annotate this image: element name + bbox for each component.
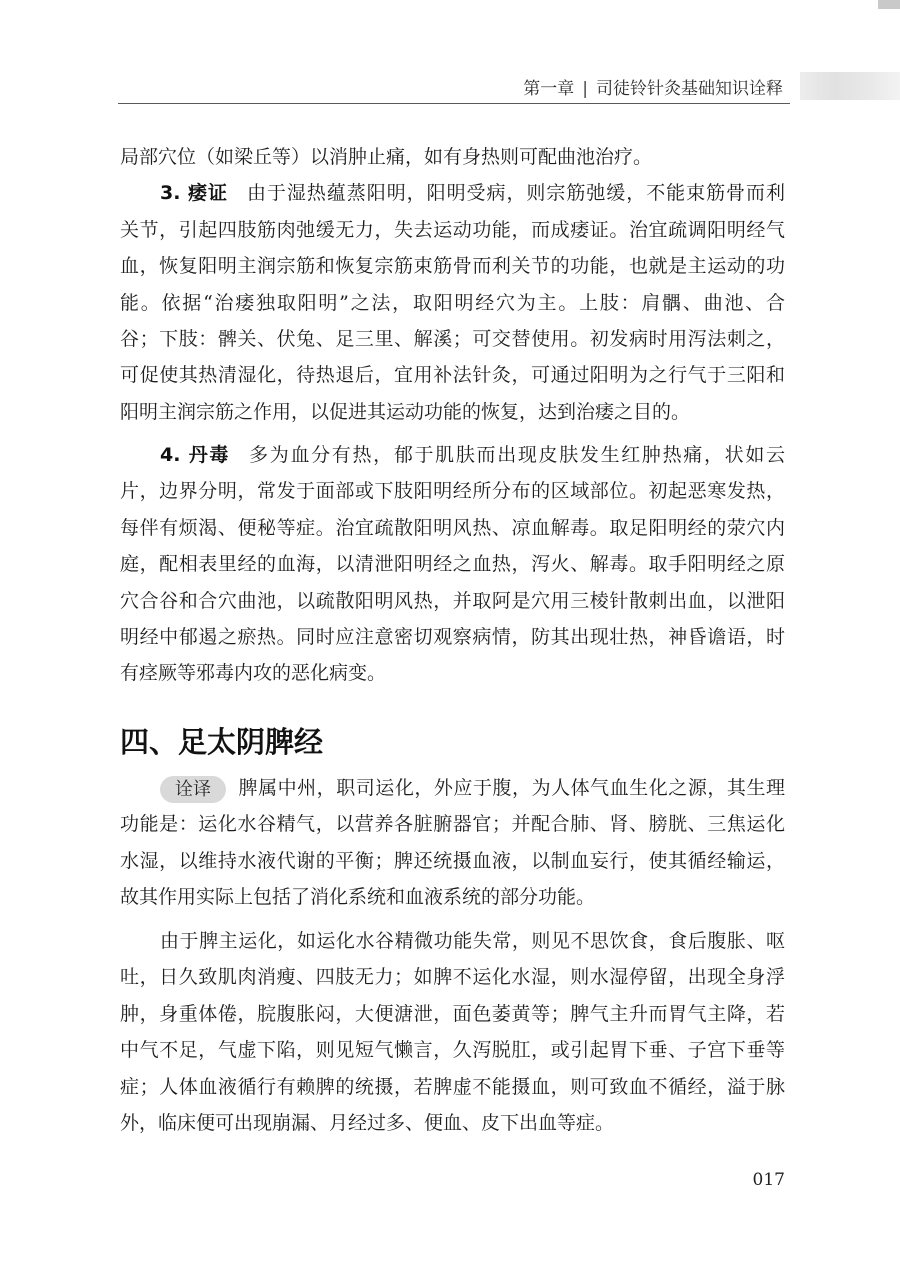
item-label: 3. 痿证 [160, 182, 228, 205]
text-line: 穴合谷和合穴曲池，以疏散阳明风热，并取阿是穴用三棱针散刺出血，以泄阳 [120, 589, 785, 612]
text-line: 有痉厥等邪毒内攻的恶化病变。 [120, 662, 387, 685]
text-line [120, 770, 785, 806]
text-line [120, 437, 785, 473]
paragraph [120, 923, 785, 1141]
page-number: 017 [752, 1170, 785, 1190]
text-line: 关节，引起四肢筋肉弛缓无力，失去运动功能，而成痿证。治宜疏调阳明经气 [120, 218, 785, 241]
item-label: 4. 丹毒 [160, 444, 231, 466]
text-line: 可促使其热清湿化，待热退后，宜用补法针灸，可通过阳明为之行气于三阳和 [120, 364, 785, 387]
line-text: 多为血分有热，郁于肌肤而出现皮肤发生红肿热痛，状如云 [249, 444, 785, 466]
text-line: 局部穴位（如梁丘等）以消肿止痛，如有身热则可配曲池治疗。 [120, 146, 653, 168]
section-heading: 四、足太阴脾经 [120, 725, 324, 759]
interpretation-badge: 诠译 [160, 776, 226, 803]
text-line: 功能是：运化水谷精气，以营养各脏腑器官；并配合肺、肾、膀胱、三焦运化 [120, 813, 785, 836]
line-text: 由于湿热蕴蒸阳明，阳明受病，则宗筋弛缓，不能束筋骨而利 [246, 182, 785, 205]
text-line: 吐，日久致肌肉消瘦、四肢无力；如脾不运化水湿，则水湿停留，出现全身浮 [120, 966, 785, 989]
text-line: 中气不足，气虚下陷，则见短气懒言，久泻脱肛，或引起胃下垂、子宫下垂等 [120, 1039, 785, 1062]
paragraph-dan-du [120, 437, 785, 692]
page-corner-mark [878, 0, 900, 9]
running-header [523, 77, 783, 101]
text-line: 每伴有烦渴、便秘等症。治宜疏散阳明风热、凉血解毒。取足阳明经的荥穴内 [120, 516, 785, 539]
line-text: 脾属中州，职司运化，外应于腹，为人体气血生化之源，其生理 [238, 777, 785, 799]
paragraph [120, 139, 785, 175]
text-line: 故其作用实际上包括了消化系统和血液系统的部分功能。 [120, 886, 596, 909]
header-title: 司徒铃针灸基础知识诠释 [596, 79, 783, 99]
text-line: 阳明主润宗筋之作用，以促进其运动功能的恢复，达到治痿之目的。 [120, 400, 691, 423]
text-line: 肿，身重体倦，脘腹胀闷，大便溏泄，面色萎黄等；脾气主升而胃气主降，若 [120, 1002, 785, 1025]
text-line: 庭，配相表里经的血海，以清泄阳明经之血热，泻火、解毒。取手阳明经之原 [120, 553, 785, 576]
text-line: 谷；下肢：髀关、伏兔、足三里、解溪；可交替使用。初发病时用泻法刺之， [120, 327, 785, 350]
header-tab-shade [800, 72, 900, 100]
header-separator: | [582, 79, 588, 99]
text-line: 水湿，以维持水液代谢的平衡；脾还统摄血液，以制血妄行，使其循经输运， [120, 849, 785, 872]
paragraph-interpretation [120, 770, 785, 916]
text-line: 片，边界分明，常发于面部或下肢阳明经所分布的区域部位。初起恶寒发热， [120, 480, 785, 503]
paragraph-wei-zheng [120, 175, 785, 430]
text-line: 症；人体血液循行有赖脾的统摄，若脾虚不能摄血，则可致血不循经，溢于脉 [120, 1075, 785, 1098]
header-rule [118, 103, 790, 104]
text-line: 明经中郁遏之瘀热。同时应注意密切观察病情，防其出现壮热，神昏谵语，时 [120, 625, 785, 648]
text-line: 血，恢复阳明主润宗筋和恢复宗筋束筋骨而利关节的功能，也就是主运动的功 [120, 255, 785, 278]
text-line: 能。依据“治痿独取阳明”之法，取阳明经穴为主。上肢：肩髃、曲池、合 [120, 291, 785, 314]
text-line [120, 175, 785, 211]
text-line: 由于脾主运化，如运化水谷精微功能失常，则见不思饮食，食后腹胀、呕 [160, 930, 785, 952]
text-line: 外，临床便可出现崩漏、月经过多、便血、皮下出血等症。 [120, 1111, 615, 1134]
header-chapter: 第一章 [523, 79, 575, 99]
